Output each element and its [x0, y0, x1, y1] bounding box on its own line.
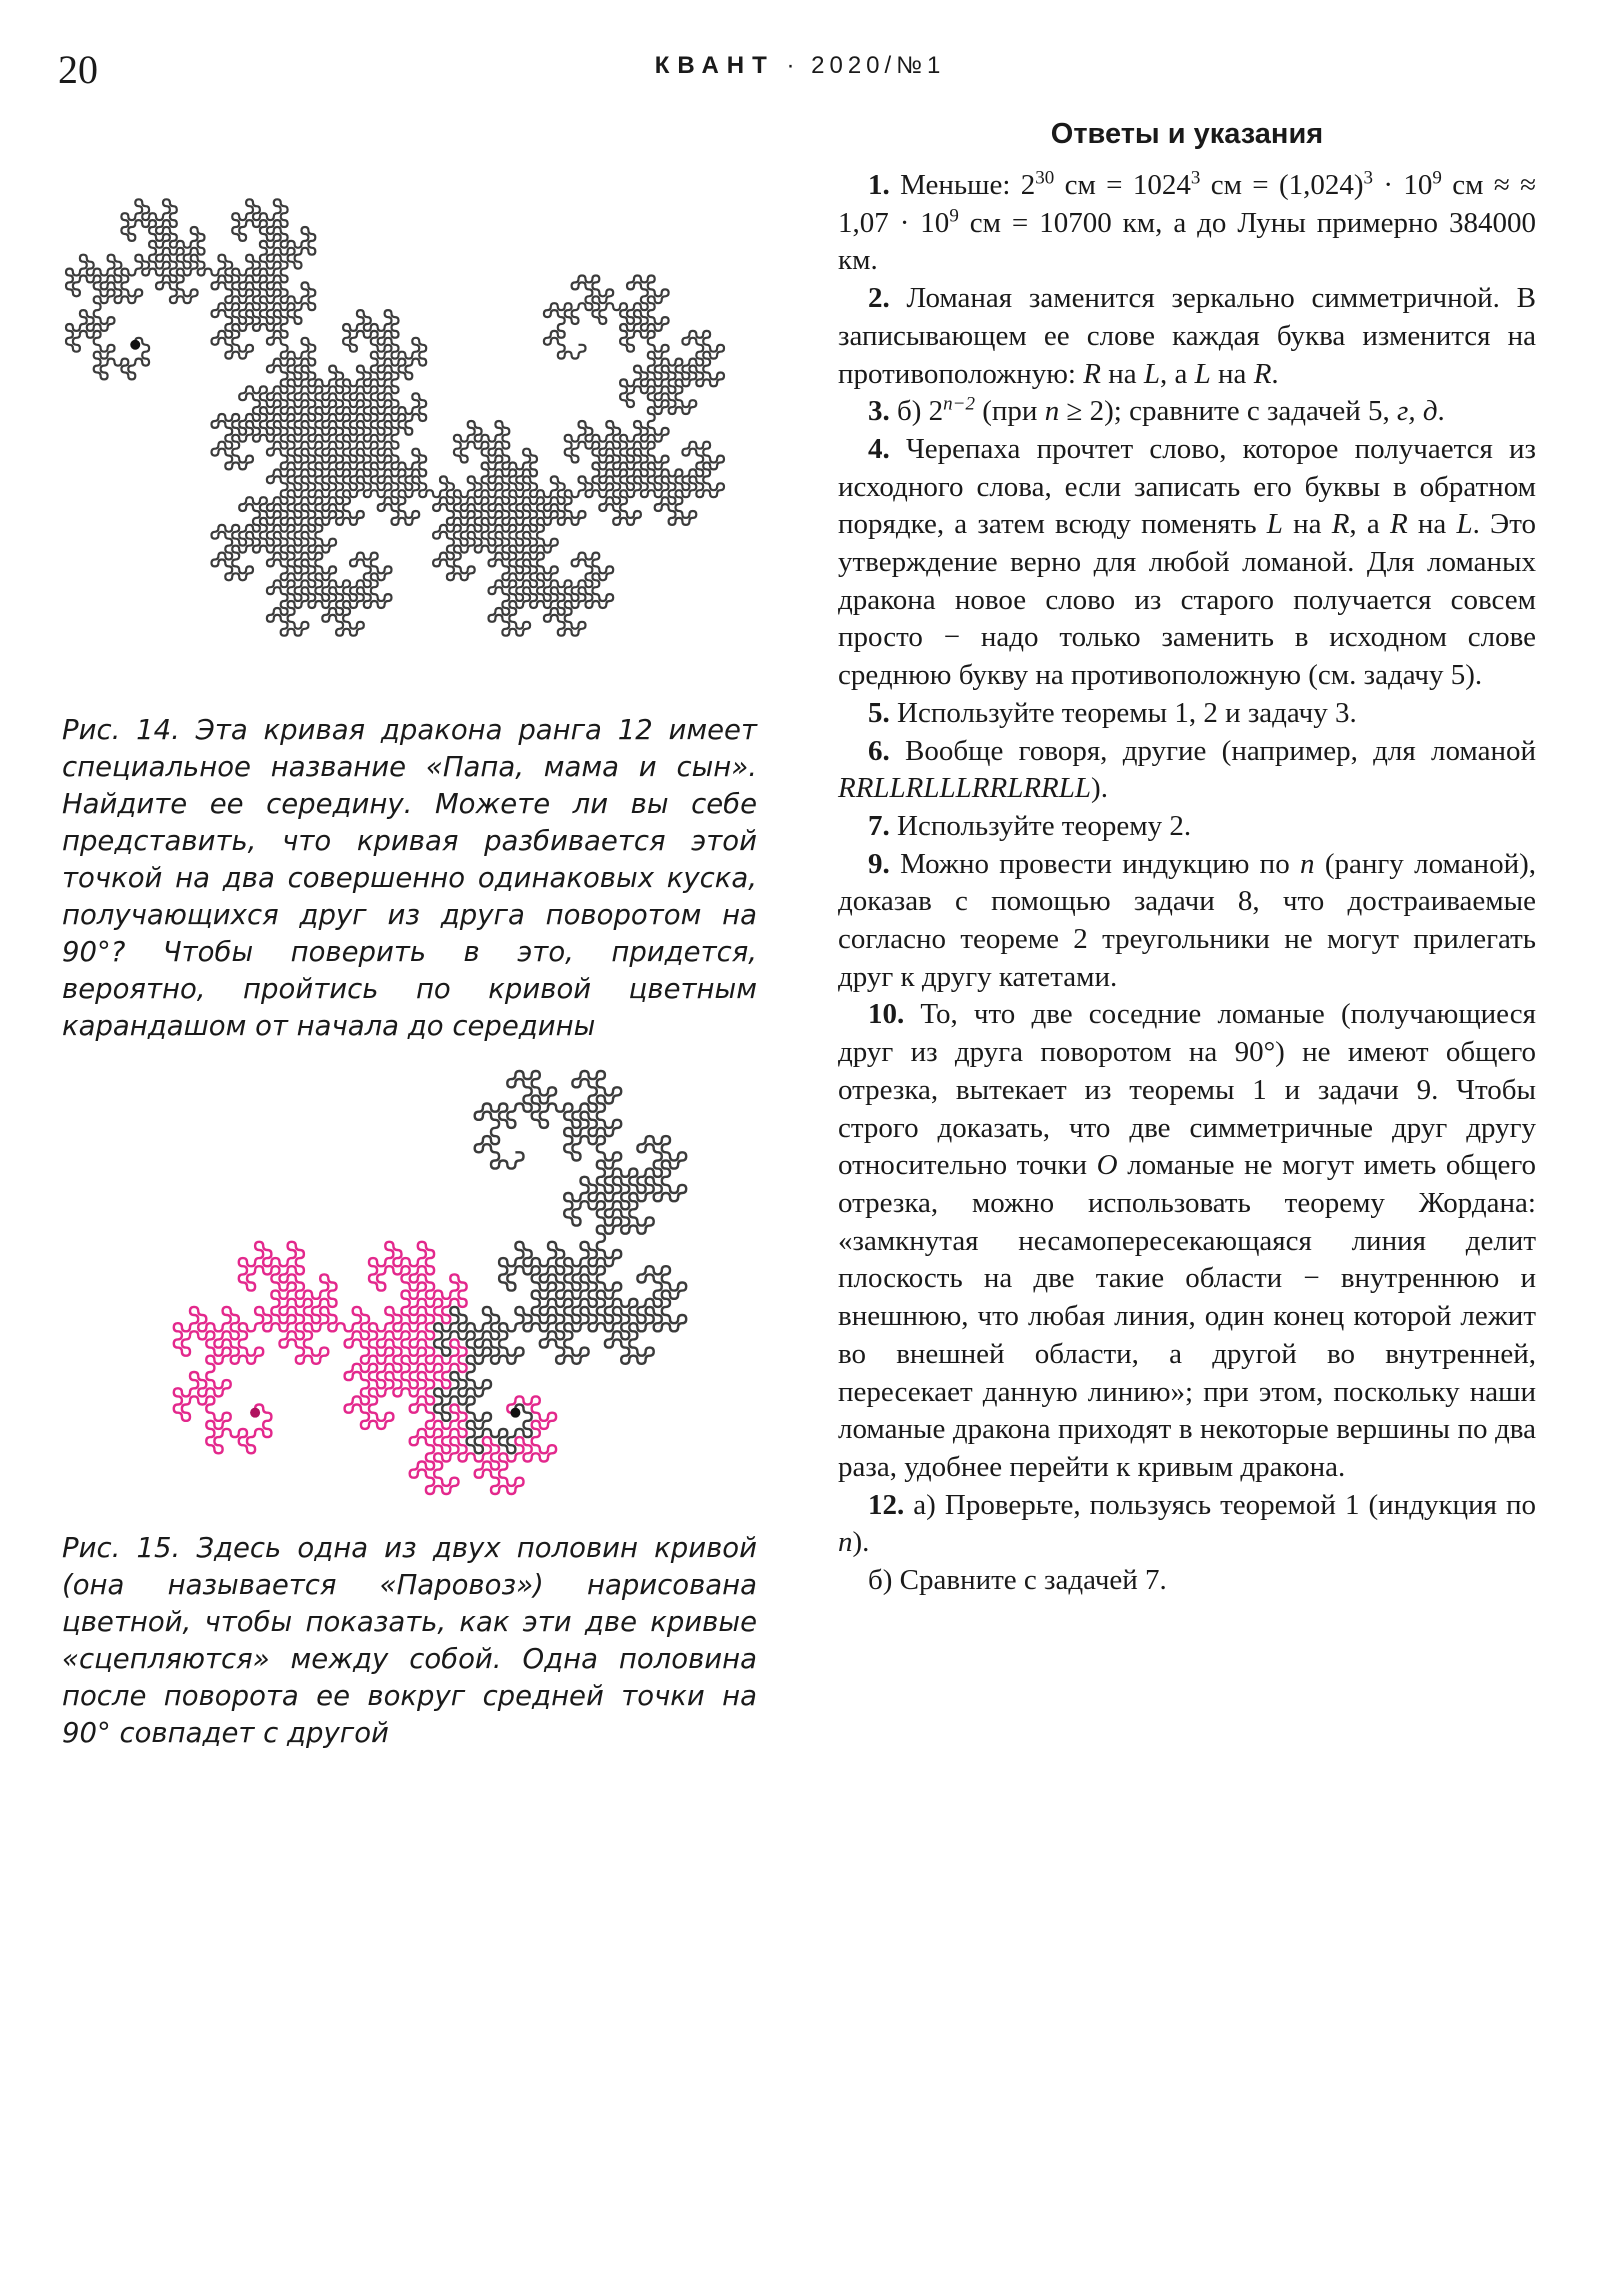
- issue-label: 2020/№1: [811, 52, 946, 79]
- answer-10: 10. То, что две соседние ломаные (получающиеся друг из друга поворотом на 90°) не имеют общего отрезка, вытекает из теоремы 1 и задачи 9. Чтобы строго доказать, что две симметричные друг другу относительно точки O ломаные не могут иметь общего отрезка, можно использовать теорему Жордана: «замкнутая несамопересекающаяся линия делит плоскость на две такие области − внутреннюю и внешнюю, что любая линия, один конец которой лежит во внешней области, а другой во внутренней, пересекает данную линию»; при этом, поскольку наши ломаные дракона приходят в некоторые вершины по два раза, удобнее перейти к кривым дракона.: [838, 998, 1537, 1483]
- dragon-curve-illustration: [60, 125, 730, 710]
- running-head: [0, 52, 1600, 80]
- magazine-title: КВАНТ: [654, 52, 775, 79]
- dragon-half-gray-path: [434, 1071, 686, 1453]
- answer-7: 7. Используйте теорему 2.: [868, 809, 1192, 842]
- answer-9: 9. Можно провести индукцию по n (рангу ломаной), доказав с помощью задачи 8, что достраиваемые согласно теореме 2 треугольники не могут прилегать друг к другу катетами.: [838, 847, 1536, 993]
- answer-12: 12. а) Проверьте, пользуясь теоремой 1 (индукция по n).: [838, 1488, 1536, 1559]
- answer-2: 2. Ломаная заменится зеркально симметричной. В записывающем ее слове каждая буква изменится на противоположную: R на L, а L на R.: [838, 282, 1536, 390]
- curve-midpoint-marker: [510, 1408, 520, 1418]
- figure-14-dragon-curve: [60, 125, 730, 710]
- answers-section: [838, 118, 1536, 1600]
- answer-6: 6. Вообще говоря, другие (например, для ломаной RRLLRLLLRRLRRLL).: [838, 734, 1536, 805]
- figure-15-caption: Рис. 15. Здесь одна из двух половин кривой (она называется «Паровоз») нарисована цветной, чтобы показать, как эти две кривые «сцепляются» между собой. Одна половина после поворота ее вокруг средней точки на 90° совпадет с другой: [62, 1532, 757, 1749]
- answer-4: 4. Черепаха прочтет слово, которое получается из исходного слова, если записать его буквы в обратном порядке, а затем всюду поменять L на R, а R на L. Это утверждение верно для любой ломаной. Для ломаных дракона новое слово из старого получается совсем просто − надо только заменить в исходном слове среднюю букву на противоположную (см. задачу 5).: [838, 432, 1536, 692]
- dragon-halves-illustration: [60, 1065, 800, 1500]
- answer-3: 3. б) $2^{n-2}$ (при n ≥ 2); сравните с задачей 5, г, д.: [868, 393, 1445, 428]
- answers-title: Ответы и указания: [1050, 118, 1324, 150]
- page-number: 20: [58, 47, 98, 92]
- answer-5: 5. Используйте теоремы 1, 2 и задачу 3.: [868, 696, 1357, 729]
- answer-1: 1. Меньше: $2^{30}$ см = $1024^3$ см = $(1,024)^3 \cdot 10^9$ см ≈ ≈ $1,07 \cdot 10^9$ см = 10700 км, а до Луны примерно 384000 км.: [838, 167, 1536, 277]
- dragon-curve-path: [66, 199, 724, 635]
- curve-endpoint-marker: [130, 340, 140, 350]
- figure-14-caption: Рис. 14. Эта кривая дракона ранга 12 имеет специальное название «Папа, мама и сын». Найдите ее середину. Можете ли вы себе представить, что кривая разбивается этой точкой на два совершенно одинаковых куска, получающихся друг из друга поворотом на 90°? Чтобы поверить в это, придется, вероятно, пройтись по кривой цветным карандашом от начала до середины: [62, 714, 757, 1042]
- figure-15-dragon-halves: [60, 1065, 800, 1500]
- header-separator: ·: [786, 52, 800, 79]
- answer-12b: б) Сравните с задачей 7.: [868, 1564, 1167, 1597]
- curve-endpoint-marker: [250, 1408, 260, 1418]
